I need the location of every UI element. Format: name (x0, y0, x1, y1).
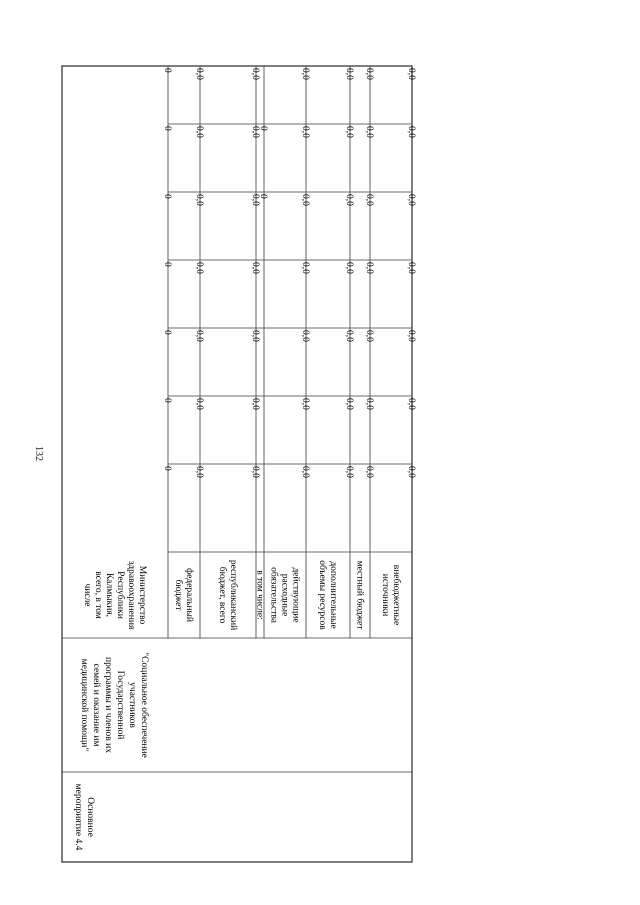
row-label-line: местный бюджет (354, 560, 365, 630)
row-label-line: Республики (114, 571, 125, 619)
row-label (82, 561, 147, 630)
value-cell: 0,0 (300, 466, 310, 478)
value-cell: 0,0 (364, 466, 374, 478)
row-label (254, 570, 264, 620)
row-label-line: здравоохранения (125, 560, 136, 630)
row-label-line: объемы ресурсов (316, 560, 327, 630)
value-cell: 0,0 (344, 398, 354, 410)
row-label-line: бюджет (172, 579, 183, 611)
row-label-line: в том числе: (254, 570, 265, 620)
value-cell: 0,0 (344, 126, 354, 138)
value-cell: 0 (258, 126, 268, 131)
value-cell: 0,0 (194, 398, 204, 410)
measure-title-line: Государственной (115, 670, 125, 740)
value-cell: 0,0 (406, 262, 416, 274)
value-cell: 0,0 (344, 466, 354, 478)
value-cell: 0,0 (300, 194, 310, 206)
value-cell: 0 (162, 466, 172, 471)
value-cell: 0,0 (300, 330, 310, 342)
value-cell: 0,0 (406, 466, 416, 478)
value-cell: 0,0 (194, 68, 204, 80)
measure-title-line: участников (127, 682, 137, 728)
value-cell: 0,0 (194, 330, 204, 342)
measure-code-cell (73, 784, 95, 851)
value-cell: 0 (162, 262, 172, 267)
measure-title (79, 652, 150, 758)
value-cell: 0,0 (364, 262, 374, 274)
row-label (268, 567, 301, 624)
value-cell: 0,0 (250, 466, 260, 478)
row-label (317, 560, 338, 630)
row-label-line: дополнительные (327, 561, 338, 629)
value-cell: 0,0 (364, 126, 374, 138)
row-label-line: внебюджетные (390, 564, 401, 626)
value-cell: 0,0 (344, 330, 354, 342)
row-label-line: числе (81, 583, 92, 607)
table-grid (62, 66, 412, 862)
row-label (217, 560, 239, 630)
value-cell: 0,0 (344, 262, 354, 274)
row-label-line: обязательства (268, 567, 279, 623)
value-cell: 0,0 (194, 466, 204, 478)
value-cell: 0,0 (250, 330, 260, 342)
measure-code-line: Основное (85, 797, 95, 837)
value-cell: 0,0 (344, 194, 354, 206)
row-label-line: действующие (290, 567, 301, 623)
value-cell: 0,0 (406, 398, 416, 410)
value-cell: 0 (162, 398, 172, 403)
page-number: 132 (33, 446, 44, 461)
row-label-line: федеральный (183, 568, 194, 622)
value-cell: 0,0 (250, 68, 260, 80)
value-cell: 0,0 (250, 398, 260, 410)
value-cell: 0,0 (300, 126, 310, 138)
value-cell: 0,0 (406, 194, 416, 206)
row-label-line: источники (379, 573, 390, 617)
table-row (173, 68, 204, 622)
row-label-line: республиканский (227, 559, 238, 631)
value-cell: 0,0 (406, 68, 416, 80)
row-label-line: расходные (279, 573, 290, 617)
value-cell: 0,0 (250, 126, 260, 138)
measure-code-line: мероприятие 4.4 (73, 783, 83, 851)
value-cell: 0,0 (406, 330, 416, 342)
value-cell: 0 (162, 194, 172, 199)
value-cell: 0,0 (194, 262, 204, 274)
row-label-line: бюджет, всего (216, 566, 227, 624)
measure-title-line: программы и членов их (103, 657, 113, 753)
measure-code (73, 784, 95, 851)
value-cell: 0,0 (300, 398, 310, 410)
row-label-line: Министерство (136, 565, 147, 625)
value-cell: 0,0 (194, 126, 204, 138)
value-cell: 0,0 (300, 262, 310, 274)
value-cell: 0,0 (406, 126, 416, 138)
value-cell: 0 (162, 126, 172, 131)
table-row (354, 68, 374, 630)
row-label (380, 565, 402, 626)
value-cell: 0,0 (344, 68, 354, 80)
row-label-line: всего, в том (92, 571, 103, 619)
value-cell: 0,0 (364, 330, 374, 342)
value-cell: 0,0 (364, 194, 374, 206)
table-row (268, 68, 310, 624)
row-label (173, 568, 195, 622)
table-row (317, 68, 354, 630)
row-label (354, 561, 365, 631)
measure-title-line: семей и оказание им (91, 663, 101, 747)
table-row (380, 68, 416, 625)
table-row (82, 68, 172, 630)
value-cell: 0,0 (250, 194, 260, 206)
measure-title-cell (79, 652, 150, 758)
table-row (217, 68, 260, 630)
value-cell: 0,0 (364, 68, 374, 80)
funding-rows (82, 68, 416, 630)
value-cell: 0,0 (250, 262, 260, 274)
value-cell: 0 (162, 68, 172, 73)
value-cell: 0,0 (300, 68, 310, 80)
value-cell: 0 (162, 330, 172, 335)
value-cell: 0,0 (364, 398, 374, 410)
row-label-line: Калмыкия, (103, 572, 114, 618)
value-cell: 0 (258, 194, 268, 199)
measure-title-line: медицинской помощи" (79, 658, 89, 752)
measure-title-line: "Социальное обеспечение (139, 652, 149, 758)
value-cell: 0,0 (194, 194, 204, 206)
